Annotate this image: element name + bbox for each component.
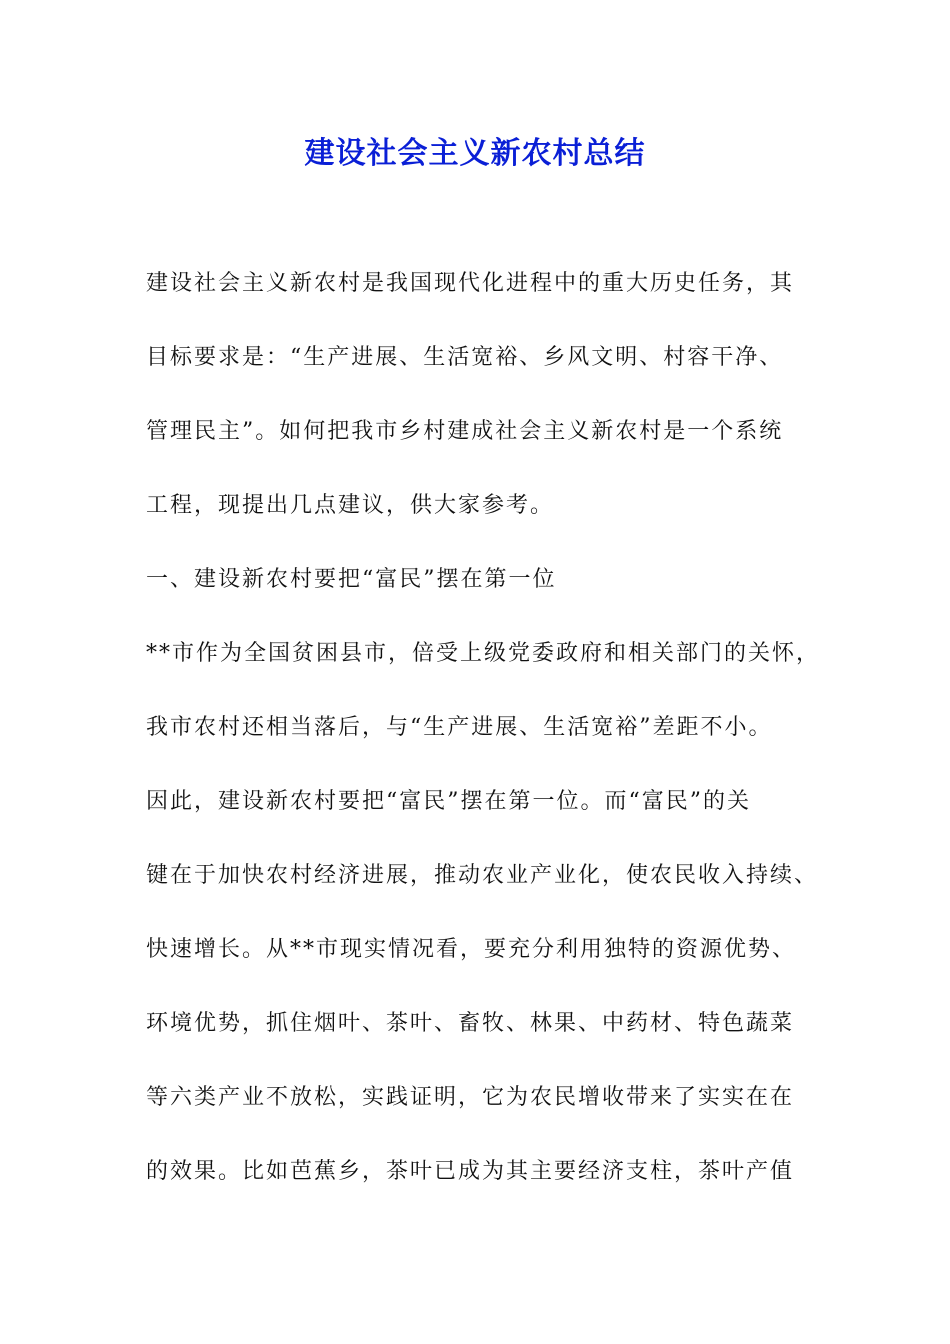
body-line: 目标要求是：“生产进展、生活宽裕、乡风文明、村容干净、 <box>146 345 784 370</box>
document-body <box>146 262 826 1224</box>
body-line: 建设社会主义新农村是我国现代化进程中的重大历史任务，其 <box>146 271 795 296</box>
body-line: 环境优势，抓住烟叶、茶叶、畜牧、林果、中药材、特色蔬菜 <box>146 1011 795 1036</box>
section-heading: 一、建设新农村要把“富民”摆在第一位 <box>146 567 557 592</box>
document-title: 建设社会主义新农村总结 <box>304 136 646 171</box>
body-line: **市作为全国贫困县市，倍受上级党委政府和相关部门的关怀， <box>146 641 821 666</box>
body-line: 工程，现提出几点建议，供大家参考。 <box>146 493 555 518</box>
body-line: 快速增长。从**市现实情况看，要充分利用独特的资源优势、 <box>146 937 797 962</box>
body-line: 键在于加快农村经济进展，推动农业产业化，使农民收入持续、 <box>146 863 819 888</box>
body-line: 等六类产业不放松，实践证明，它为农民增收带来了实实在在 <box>146 1085 795 1110</box>
body-line: 因此，建设新农村要把“富民”摆在第一位。而“富民”的关 <box>146 789 751 814</box>
body-line: 管理民主”。如何把我市乡村建成社会主义新农村是一个系统 <box>146 419 784 444</box>
body-line: 我市农村还相当落后，与“生产进展、生活宽裕”差距不小。 <box>146 715 773 740</box>
body-line: 的效果。比如芭蕉乡，茶叶已成为其主要经济支柱，茶叶产值 <box>146 1159 795 1184</box>
